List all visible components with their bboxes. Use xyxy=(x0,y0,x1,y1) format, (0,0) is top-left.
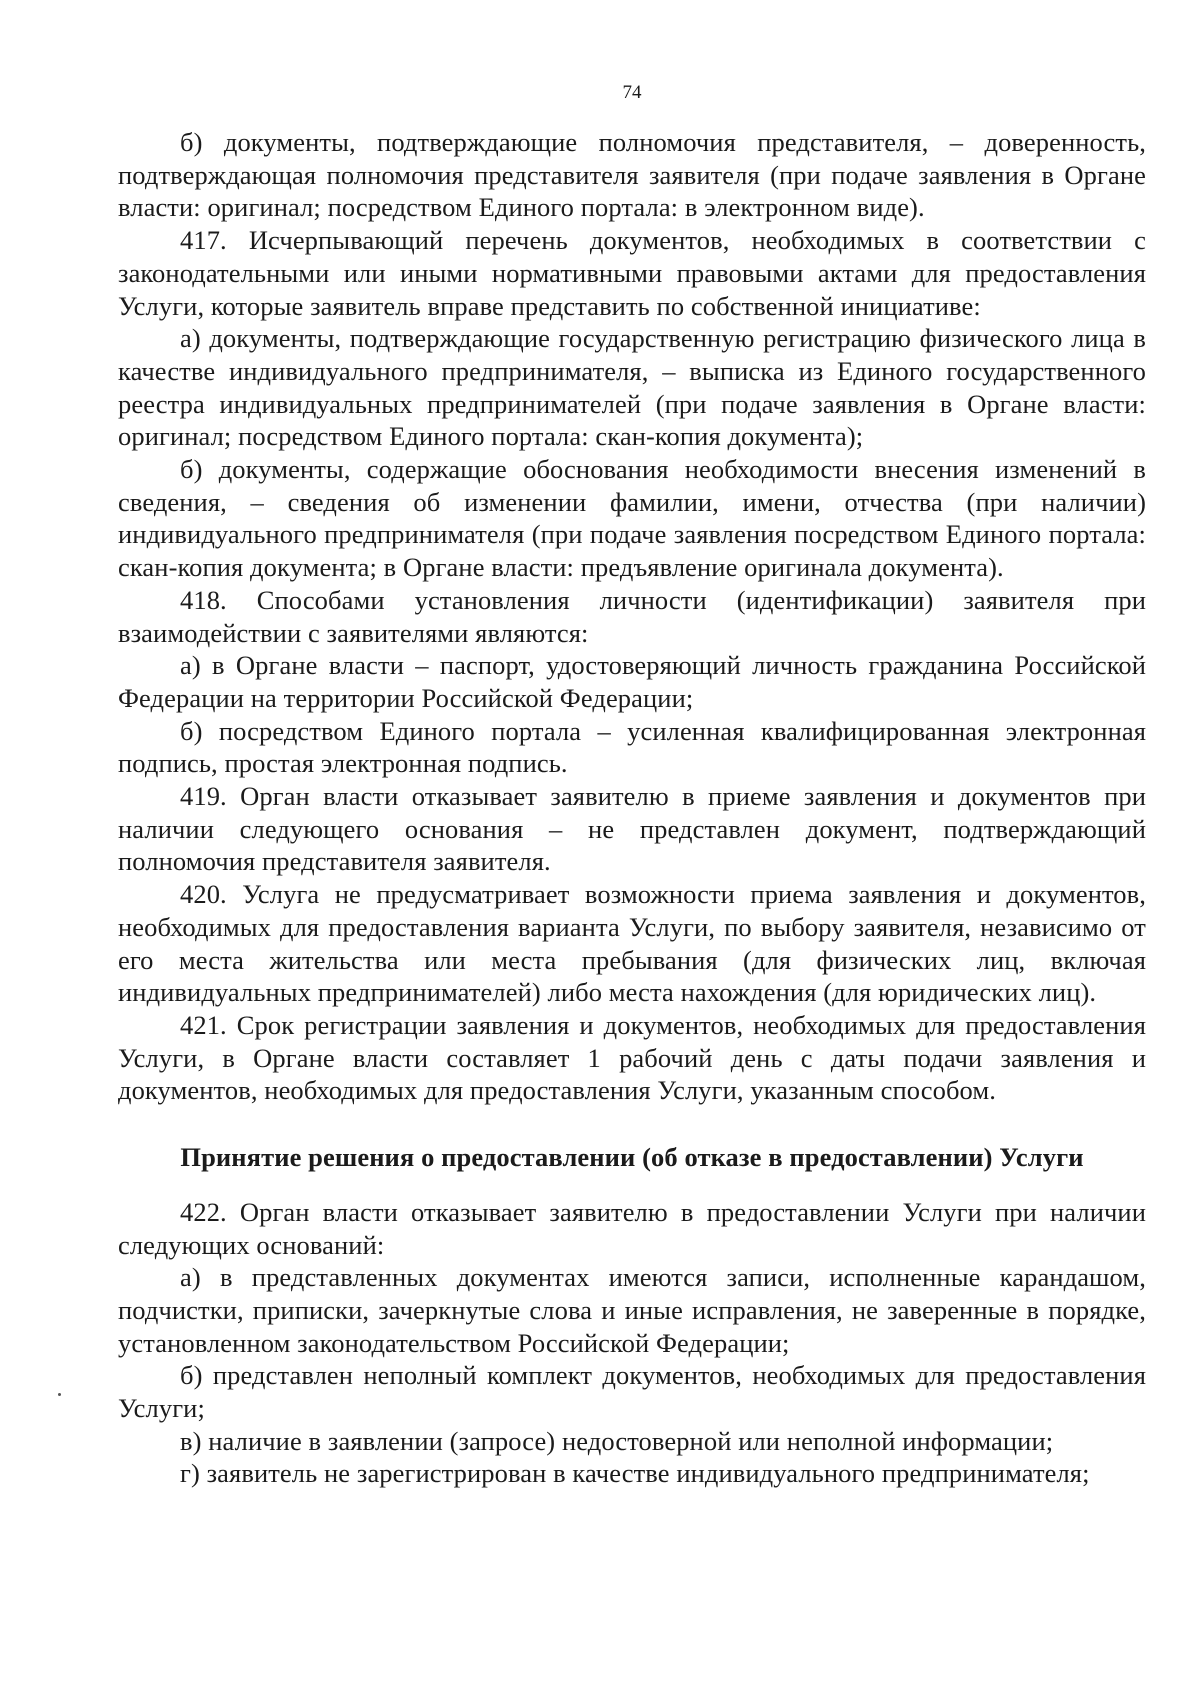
paragraph-417: 417. Исчерпывающий перечень документов, необходимых в соответствии с законодательными или иными нормативными правовыми актами для предоставления Услуги, которые заявитель вправе представить по собственной инициативе: xyxy=(118,225,1146,321)
paragraph-418-b: б) посредством Единого портала – усиленная квалифицированная электронная подпись, простая электронная подпись. xyxy=(118,715,1146,779)
page-number: 74 xyxy=(622,82,642,103)
scan-speck xyxy=(58,1393,61,1396)
paragraph-authority-documents: б) документы, подтверждающие полномочия представителя, – доверенность, подтверждающая полномочия представителя заявителя (при подаче заявления в Органе власти: оригинал; посредством Единого портала: в электронном виде). xyxy=(118,127,1146,223)
paragraph-417-a: а) документы, подтверждающие государственную регистрацию физического лица в качестве индивидуального предпринимателя, – выписка из Единого государственного реестра индивидуальных предпринимателей (при подаче заявления в Органе власти: оригинал; посредством Единого портала: скан-копия документа); xyxy=(118,323,1146,452)
paragraph-421: 421. Срок регистрации заявления и документов, необходимых для предоставления Услуги, в Органе власти составляет 1 рабочий день с даты подачи заявления и документов, необходимых для предоставления Услуги, указанным способом. xyxy=(118,1009,1146,1106)
paragraph-418-a: а) в Органе власти – паспорт, удостоверяющий личность гражданина Российской Федерации на территории Российской Федерации; xyxy=(118,650,1146,713)
paragraph-417-b: б) документы, содержащие обоснования необходимости внесения изменений в сведения, – сведения об изменении фамилии, имени, отчества (при наличии) индивидуального предпринимателя (при подаче заявления посредством Единого портала: скан-копия документа; в Органе власти: предъявление оригинала документа). xyxy=(118,454,1146,583)
paragraph-422-a: а) в представленных документах имеются записи, исполненные карандашом, подчистки, приписки, зачеркнутые слова и иные исправления, не заверенные в порядке, установленном законодательством Российской Федерации; xyxy=(118,1262,1146,1358)
paragraph-422-v: в) наличие в заявлении (запросе) недостоверной или неполной информации; xyxy=(180,1425,1054,1456)
section-heading: Принятие решения о предоставлении (об отказе в предоставлении) Услуги xyxy=(180,1142,1084,1173)
paragraph-418: 418. Способами установления личности (идентификации) заявителя при взаимодействии с заявителями являются: xyxy=(118,584,1146,648)
paragraph-419: 419. Орган власти отказывает заявителю в приеме заявления и документов при наличии следующего основания – не представлен документ, подтверждающий полномочия представителя заявителя. xyxy=(118,781,1146,877)
paragraph-420: 420. Услуга не предусматривает возможности приема заявления и документов, необходимых для предоставления варианта Услуги, по выбору заявителя, независимо от его места жительства или места пребывания (для физических лиц, включая индивидуальных предпринимателей) либо места нахождения (для юридических лиц). xyxy=(118,879,1146,1008)
document-page xyxy=(118,0,1146,1703)
paragraph-422-g: г) заявитель не зарегистрирован в качестве индивидуального предпринимателя; xyxy=(180,1458,1090,1489)
paragraph-422: 422. Орган власти отказывает заявителю в предоставлении Услуги при наличии следующих оснований: xyxy=(118,1196,1146,1260)
paragraph-422-b: б) представлен неполный комплект документов, необходимых для предоставления Услуги; xyxy=(118,1360,1146,1424)
document-body xyxy=(118,126,1146,1490)
